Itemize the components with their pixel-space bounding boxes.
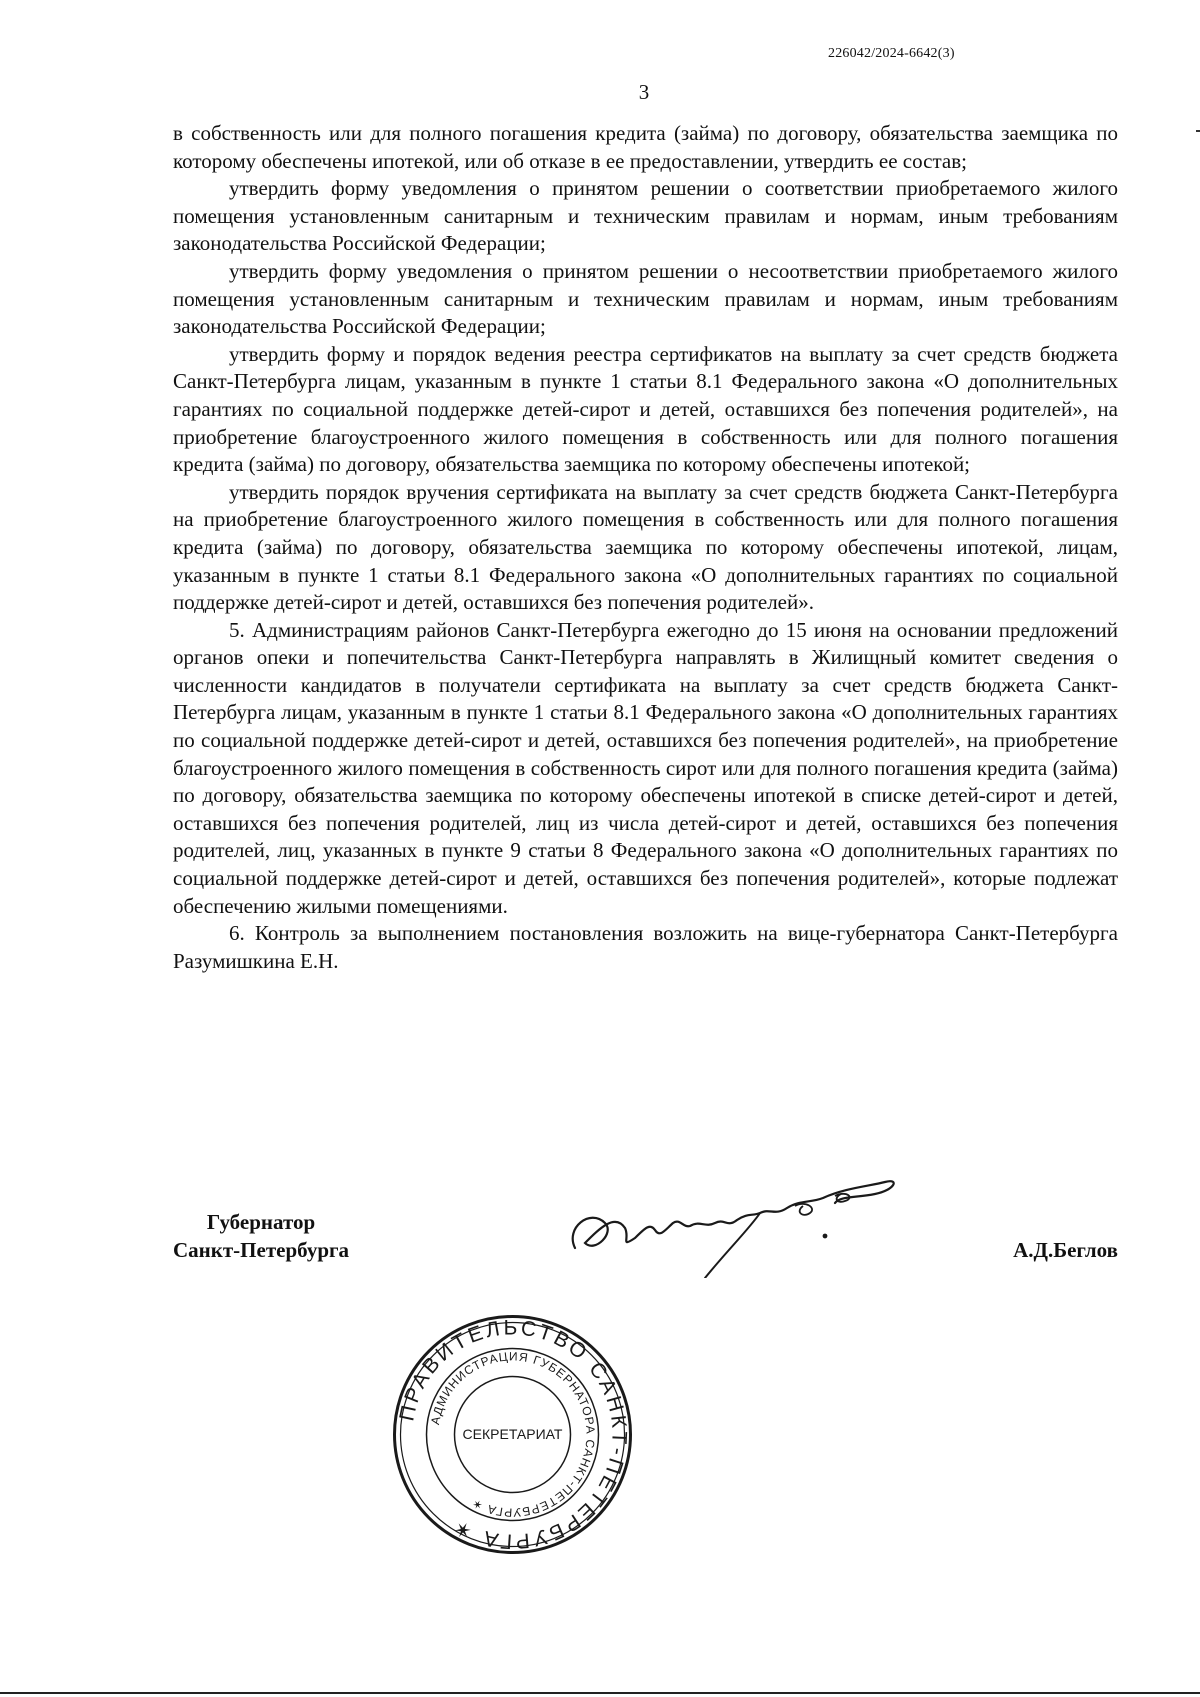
scan-artifact-border: [0, 1692, 1200, 1694]
scan-artifact-mark: [1196, 130, 1200, 132]
svg-text:АДМИНИСТРАЦИЯ ГУБЕРНАТОРА САНК: АДМИНИСТРАЦИЯ ГУБЕРНАТОРА САНКТ-ПЕТЕРБУРГА ✶: [428, 1349, 598, 1520]
svg-text:ПРАВИТЕЛЬСТВО САНКТ-ПЕТЕРБУРГА: ПРАВИТЕЛЬСТВО САНКТ-ПЕТЕРБУРГА ✶: [395, 1316, 631, 1553]
document-registration-number: 226042/2024-6642(3): [828, 46, 955, 61]
document-body: [173, 120, 1118, 975]
paragraph-continuation: в собственность или для полного погашения кредита (займа) по договору, обязательства заемщика по которому обеспечены ипотекой, или об отказе в ее предоставлении, утвердить ее состав;: [173, 121, 1118, 173]
paragraph-approve-certificate-handover: утвердить порядок вручения сертификата на выплату за счет средств бюджета Санкт-Петербурга на приобретение благоустроенного жилого помещения в собственность или для полного погашения кредита (займа) по договору, обязательства заемщика по которому обеспечены ипотекой, лицам, указанным в пункте 1 статьи 8.1 Федерального закона «О дополнительных гарантиях по социальной поддержке детей-сирот и детей, оставшихся без попечения родителей».: [173, 479, 1118, 615]
svg-text:СЕКРЕТАРИАТ: СЕКРЕТАРИАТ: [462, 1426, 563, 1442]
signer-title-line2: Санкт-Петербурга: [173, 1238, 350, 1262]
paragraph-item-6: 6. Контроль за выполнением постановления возложить на вице-губернатора Санкт-Петербурга Разумишкина Е.Н.: [173, 921, 1118, 973]
page-number: 3: [638, 80, 650, 104]
official-stamp-seal: [390, 1312, 635, 1557]
signer-title: [173, 1208, 349, 1264]
paragraph-item-5: 5. Администрациям районов Санкт-Петербурга ежегодно до 15 июня на основании предложений органов опеки и попечительства Санкт-Петербурга направлять в Жилищный комитет сведения о численности кандидатов в получатели сертификата на выплату за счет средств бюджета Санкт-Петербурга лицам, указанным в пункте 1 статьи 8.1 Федерального закона «О дополнительных гарантиях по социальной поддержке детей-сирот и детей, оставшихся без попечения родителей», на приобретение благоустроенного жилого помещения в собственность сирот или для полного погашения кредита (займа) по договору, обязательства заемщика по которому обеспечены ипотекой в списке детей-сирот и детей, оставшихся без попечения родителей, лиц из числа детей-сирот и детей, оставшихся без попечения родителей, лиц, указанных в пункте 9 статьи 8 Федерального закона «О дополнительных гарантиях по социальной поддержке детей-сирот и детей, оставшихся без попечения родителей», которые подлежат обеспечению жилыми помещениями.: [173, 617, 1118, 918]
paragraph-approve-nonconformity-notice: утвердить форму уведомления о принятом решении о несоответствии приобретаемого жилого помещения установленным санитарным и техническим правилам и нормам, иным требованиям законодательства Российской Федерации;: [173, 258, 1118, 339]
signer-name: А.Д.Беглов: [1013, 1238, 1118, 1262]
paragraph-approve-conformity-notice: утвердить форму уведомления о принятом решении о соответствии приобретаемого жилого помещения установленным санитарным и техническим правилам и нормам, иным требованиям законодательства Российской Федерации;: [173, 176, 1118, 256]
handwritten-signature: [555, 1168, 935, 1278]
paragraph-approve-certificate-registry: утвердить форму и порядок ведения реестра сертификатов на выплату за счет средств бюджета Санкт-Петербурга лицам, указанным в пункте 1 статьи 8.1 Федерального закона «О дополнительных гарантиях по социальной поддержке детей-сирот и детей, оставшихся без попечения родителей», на приобретение благоустроенного жилого помещения в собственность или для полного погашения кредита (займа) по договору, обязательства заемщика по которому обеспечены ипотекой;: [173, 341, 1118, 477]
signer-title-line1: Губернатор: [206, 1210, 316, 1234]
